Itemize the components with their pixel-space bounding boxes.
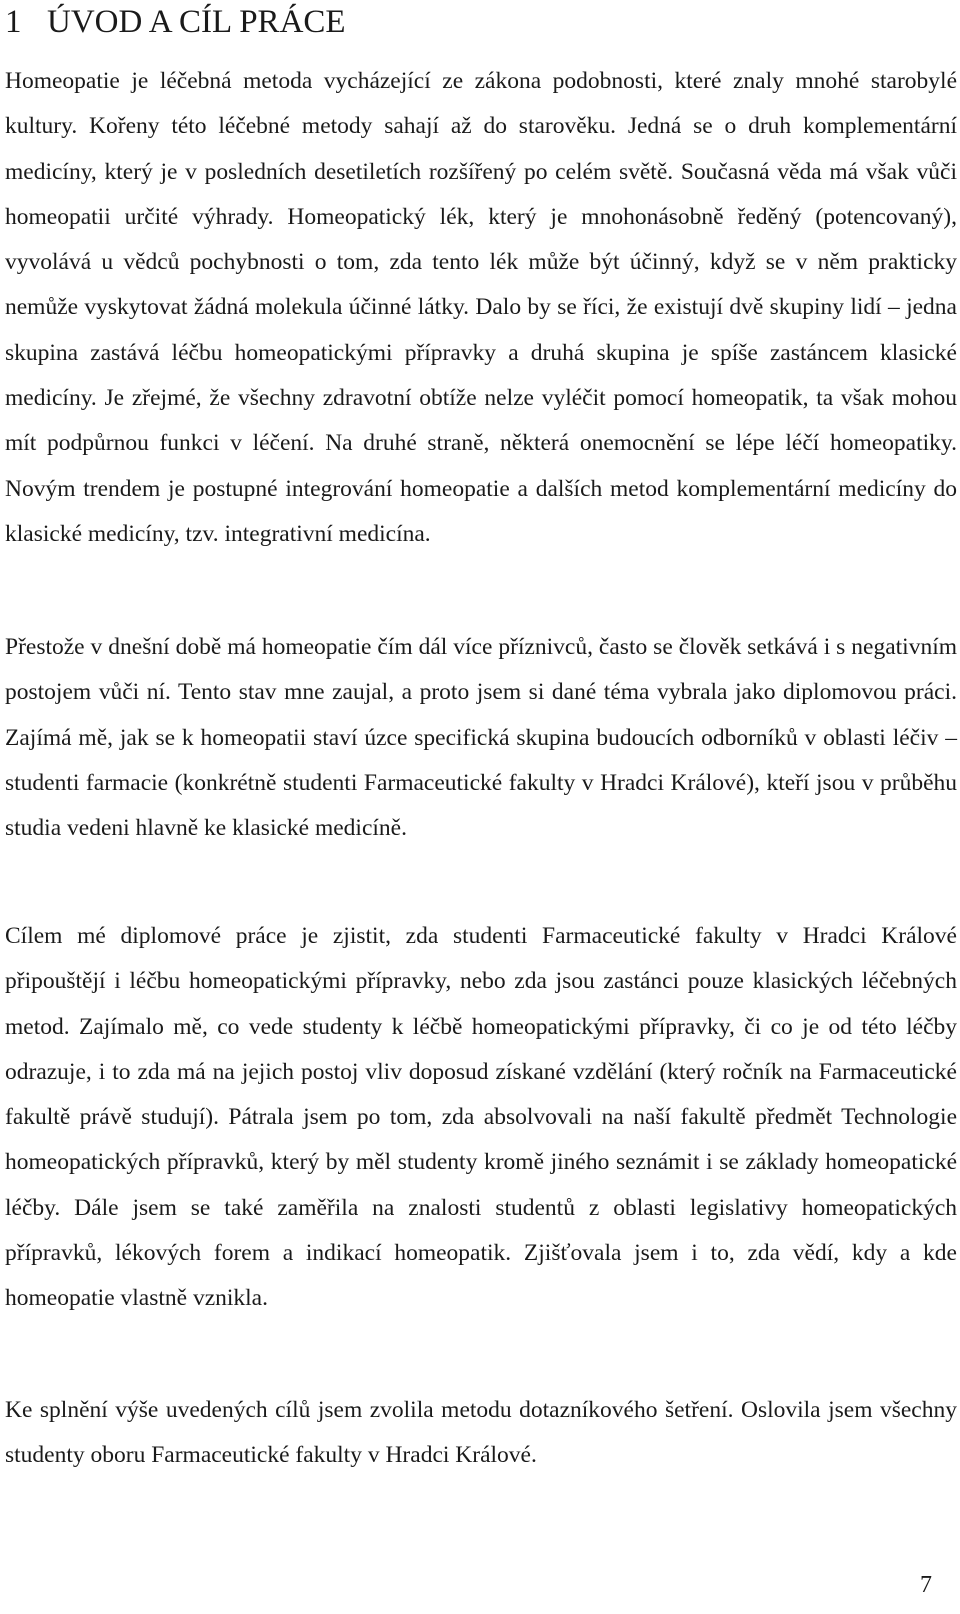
chapter-heading [5, 0, 346, 44]
paragraph-aims: Cílem mé diplomové práce je zjistit, zda studenti Farmaceutické fakulty v Hradci Králové připouštějí i léčbu homeopatickými přípravky, nebo zda jsou zastánci pouze klasických léčebných metod. Zajímalo mě, co vede studenty k léčbě homeopatickými přípravky, či co je od této léčby odrazuje, i to zda má na jejich postoj vliv doposud získané vzdělání (který ročník na Farmaceutické fakultě právě studují). Pátrala jsem po tom, zda absolvovali na naší fakultě předmět Technologie homeopatických přípravků, který by měl studenty kromě jiného seznámit i se základy homeopatické léčby. Dále jsem se také zaměřila na znalosti studentů z oblasti legislativy homeopatických přípravků, lékových forem a indikací homeopatik. Zjišťovala jsem i to, zda vědí, kdy a kde homeopatie vlastně vznikla. [5, 923, 957, 1312]
paragraph-introduction: Homeopatie je léčebná metoda vycházející ze zákona podobnosti, které znaly mnohé starobylé kultury. Kořeny této léčebné metody sahají až do starověku. Jedná se o druh komplementární medicíny, který je v posledních desetiletích rozšířený po celém světě. Současná věda má však vůči homeopatii určité výhrady. Homeopatický lék, který je mnohonásobně ředěný (potencovaný), vyvolává u vědců pochybnosti o tom, zda tento lék může být účinný, když se v něm prakticky nemůže vyskytovat žádná molekula účinné látky. Dalo by se říci, že existují dvě skupiny lidí – jedna skupina zastává léčbu homeopatickými přípravky a druhá skupina je spíše zastáncem klasické medicíny. Je zřejmé, že všechny zdravotní obtíže nelze vyléčit pomocí homeopatik, ta však mohou mít podpůrnou funkci v léčení. Na druhé straně, některá onemocnění se lépe léčí homeopatiky. Novým trendem je postupné integrování homeopatie a dalších metod komplementární medicíny do klasické medicíny, tzv. integrativní medicína. [5, 68, 957, 547]
paragraph-method: Ke splnění výše uvedených cílů jsem zvolila metodu dotazníkového šetření. Oslovila jsem všechny studenty oboru Farmaceutické fakulty v Hradci Králové. [5, 1397, 957, 1469]
paragraph-motivation: Přestože v dnešní době má homeopatie čím dál více příznivců, často se člověk setkává i s negativním postojem vůči ní. Tento stav mne zaujal, a proto jsem si dané téma vybrala jako diplomovou práci. Zajímá mě, jak se k homeopatii staví úzce specifická skupina budoucích odborníků v oblasti léčiv – studenti farmacie (konkrétně studenti Farmaceutické fakulty v Hradci Králové), kteří jsou v průběhu studia vedeni hlavně ke klasické medicíně. [5, 634, 957, 842]
chapter-title: ÚVOD A CÍL PRÁCE [47, 4, 346, 40]
page-number: 7 [920, 1572, 932, 1598]
chapter-number: 1 [5, 4, 22, 40]
